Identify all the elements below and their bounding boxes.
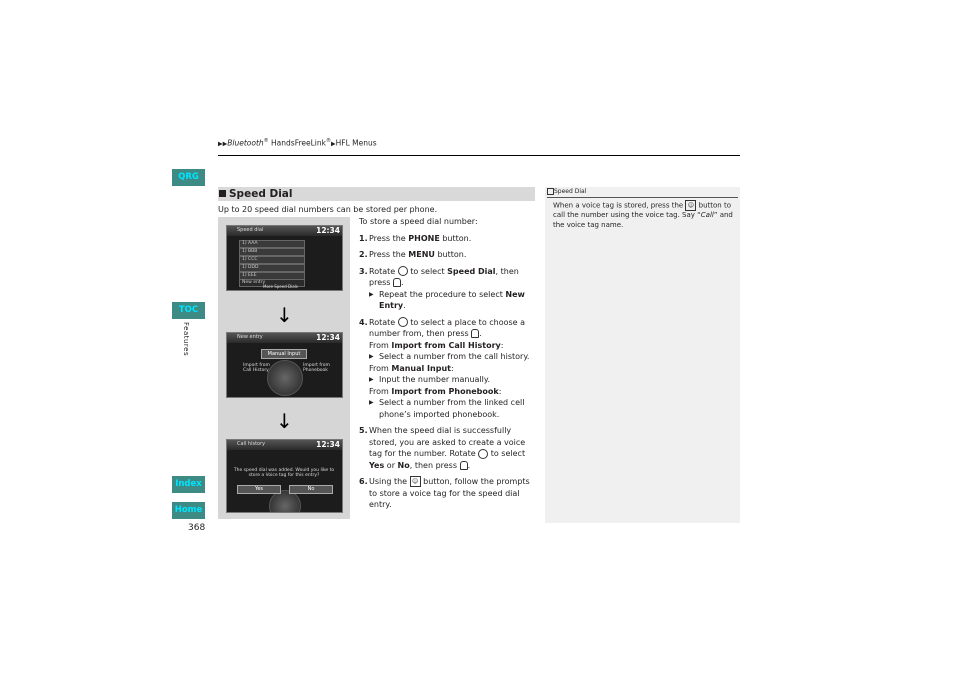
step-1 xyxy=(359,233,539,245)
screen-figure xyxy=(218,217,350,519)
phone-button-label: PHONE xyxy=(408,233,440,243)
speed-dial-label: Speed Dial xyxy=(447,266,496,276)
sidebar-text: ” and the voice tag name. xyxy=(553,211,733,229)
step-3 xyxy=(359,266,539,312)
screen-footer: More Speed Dials xyxy=(263,284,298,289)
step-text: When the speed dial is successfully stored, you are asked to create a voice tag for the number. Rotate xyxy=(369,426,526,458)
step-text: . xyxy=(479,329,482,338)
down-arrow-icon: ↓ xyxy=(276,303,293,327)
dial-knob-icon xyxy=(267,360,303,396)
step-text: Rotate xyxy=(369,266,398,276)
interface-dial-icon xyxy=(478,449,488,459)
qrg-button[interactable]: QRG xyxy=(172,169,205,186)
breadcrumb-hfl-menus: HFL Menus xyxy=(335,138,377,148)
note-icon xyxy=(547,188,554,195)
step-text: . xyxy=(467,460,471,470)
step-number: 3. xyxy=(359,266,368,276)
breadcrumb[interactable] xyxy=(218,138,377,148)
speed-dial-row: New entry xyxy=(239,279,305,287)
step-text: Using the xyxy=(369,477,410,486)
step-text: . xyxy=(401,278,404,287)
section-title: Speed Dial xyxy=(229,188,293,200)
breadcrumb-arrow-icon: ▶ xyxy=(330,140,336,148)
step-number: 1. xyxy=(359,233,368,243)
new-entry-screen xyxy=(226,332,343,398)
step-text: to select a place to choose a number from, then press xyxy=(369,317,526,338)
step-text: From xyxy=(369,340,392,350)
call-command: Call xyxy=(700,211,714,219)
step-text: : xyxy=(450,363,454,373)
breadcrumb-bluetooth: Bluetooth xyxy=(227,138,264,148)
instruction-steps xyxy=(359,216,539,511)
breadcrumb-handsfreelink: HandsFreeLink xyxy=(268,138,326,148)
step-text: From xyxy=(369,386,392,396)
manual-input-option: Manual Input xyxy=(261,349,307,359)
sidebar-rule xyxy=(547,197,738,198)
step-text: : xyxy=(498,386,502,396)
step-4-sub-2: ▶ Input the number manually. xyxy=(369,374,539,386)
sidebar-title: Speed Dial xyxy=(554,188,587,195)
screen-clock: 12:34 xyxy=(316,226,340,235)
screen-title: New entry xyxy=(237,334,263,340)
step-text: Rotate xyxy=(369,317,398,327)
step-3-sub xyxy=(369,289,539,312)
step-number: 4. xyxy=(359,317,368,327)
step-number: 6. xyxy=(359,477,368,486)
yes-option: Yes xyxy=(237,485,281,494)
import-call-history-label: Import from Call History xyxy=(391,340,501,350)
call-history-screen xyxy=(226,439,343,513)
import-call-history-option: Import from Call History xyxy=(243,363,270,373)
index-button[interactable]: Index xyxy=(172,476,205,493)
screen-title: Call history xyxy=(237,441,266,447)
speed-dial-row: 1) AAA xyxy=(239,240,305,248)
sidebar-text: button to call the number using the voice tag. Say “ xyxy=(553,201,731,219)
header-rule xyxy=(218,155,740,156)
press-dial-icon xyxy=(460,461,468,470)
speed-dial-row: 1) DDD xyxy=(239,264,305,272)
speed-dial-row: 1) CCC xyxy=(239,256,305,264)
from-manual-input xyxy=(369,363,539,375)
manual-input-label: Manual Input xyxy=(391,363,451,373)
step-text: Press the xyxy=(369,250,409,259)
screen-clock: 12:34 xyxy=(316,440,340,449)
step-text: : xyxy=(500,340,504,350)
step-number: 2. xyxy=(359,250,368,259)
step-text: From xyxy=(369,363,392,373)
press-dial-icon xyxy=(471,329,479,338)
features-side-label: Features xyxy=(182,322,190,357)
step-4-sub-3: ▶ Select a number from the linked cell phone’s imported phonebook. xyxy=(369,397,539,420)
sidebar-body xyxy=(553,200,735,230)
step-5 xyxy=(359,425,539,471)
section-heading xyxy=(218,187,535,201)
toc-button[interactable]: TOC xyxy=(172,302,205,319)
step-4-sub-1: ▶ Select a number from the call history. xyxy=(369,351,539,363)
step-text: button. xyxy=(434,250,467,259)
talk-button-icon: ☺ xyxy=(685,200,696,211)
registered-mark: ® xyxy=(325,138,331,144)
step-text: button, follow the prompts to store a voice tag for the speed dial entry. xyxy=(369,477,530,509)
screen-clock: 12:34 xyxy=(316,333,340,342)
breadcrumb-arrow-icon: ▶▶ xyxy=(218,140,228,148)
voice-tag-prompt: The speed dial was added. Would you like to store a Voice tag for this entry? xyxy=(233,468,335,478)
registered-mark: ® xyxy=(263,138,269,144)
import-phonebook-label: Import from Phonebook xyxy=(391,386,499,396)
step-number: 5. xyxy=(359,426,368,435)
sidebar-note xyxy=(545,187,740,523)
step-text: , then press xyxy=(409,460,460,470)
from-call-history xyxy=(369,340,539,352)
step-2 xyxy=(359,249,539,261)
section-square-icon xyxy=(219,190,226,197)
menu-button-label: MENU xyxy=(408,250,435,259)
speed-dial-row: 1) BBB xyxy=(239,248,305,256)
home-button[interactable]: Home xyxy=(172,502,205,519)
step-text: button. xyxy=(439,233,472,243)
down-arrow-icon: ↓ xyxy=(276,409,293,433)
step-text: to select xyxy=(407,266,448,276)
step-text: to select xyxy=(488,449,526,458)
step-text: , then press xyxy=(369,266,519,287)
from-phonebook xyxy=(369,386,539,398)
import-phonebook-option: Import from Phonebook xyxy=(303,363,330,373)
talk-button-icon: ☺ xyxy=(410,476,421,487)
screen-title: Speed dial xyxy=(237,227,264,233)
press-dial-icon xyxy=(393,278,401,287)
step-6 xyxy=(359,476,539,511)
sidebar-text: When a voice tag is stored, press the xyxy=(553,201,686,210)
section-intro: Up to 20 speed dial numbers can be stored per phone. xyxy=(218,205,438,214)
step-4 xyxy=(359,317,539,421)
step-text: . xyxy=(403,301,406,310)
page-number: 368 xyxy=(188,523,206,533)
no-option: No xyxy=(289,485,333,494)
steps-lead: To store a speed dial number: xyxy=(359,217,478,226)
speed-dial-row: 1) EEE xyxy=(239,272,305,280)
sidebar-heading xyxy=(547,188,586,195)
no-label: No xyxy=(397,460,410,470)
yes-label: Yes xyxy=(369,460,385,470)
new-entry-label: New Entry xyxy=(379,289,525,310)
step-text: or xyxy=(384,460,398,470)
step-text: Press the xyxy=(369,233,409,243)
speed-dial-screen xyxy=(226,225,343,291)
interface-dial-icon xyxy=(398,317,408,327)
interface-dial-icon xyxy=(398,266,408,276)
step-text: Repeat the procedure to select xyxy=(379,289,506,299)
